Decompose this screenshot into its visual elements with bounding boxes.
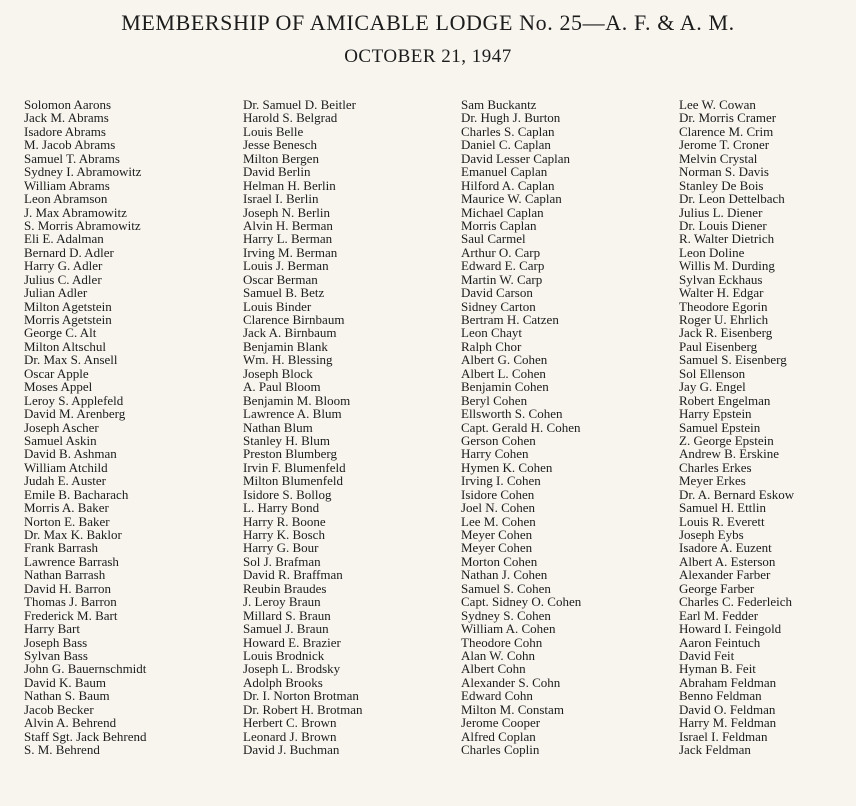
member-name: Oscar Apple (24, 365, 89, 381)
member-name: Maurice W. Caplan (461, 191, 562, 207)
member-name: Charles Coplin (461, 742, 540, 757)
member-name: Abraham Feldman (679, 674, 777, 690)
member-name: Oscar Berman (243, 271, 318, 287)
member-name: Samuel J. Braun (243, 621, 329, 637)
member-name: Frank Barrash (24, 540, 99, 556)
member-name: Charles S. Caplan (461, 123, 555, 139)
member-name: Clarence M. Crim (679, 123, 774, 139)
member-name: Howard I. Feingold (679, 621, 782, 637)
member-name: Milton Agetstein (24, 298, 112, 314)
member-name: Bertram H. Catzen (461, 312, 559, 327)
member-column-1 (24, 98, 147, 756)
member-name: Jay G. Engel (679, 379, 746, 395)
member-name: Isadore A. Euzent (679, 540, 772, 556)
member-column-2 (243, 98, 363, 756)
member-name: Ralph Chor (461, 338, 522, 354)
member-name: William Atchild (24, 459, 108, 475)
member-name: S. Morris Abramowitz (24, 217, 141, 233)
member-name: Harry Bart (24, 621, 80, 637)
page-date: OCTOBER 21, 1947 (344, 46, 512, 67)
member-name: Moses Appel (24, 379, 93, 395)
member-name: Albert G. Cohen (461, 352, 548, 368)
member-name: Joseph Ascher (24, 419, 99, 435)
member-name: Sylvan Bass (24, 647, 88, 663)
member-name: Alfred Coplan (461, 728, 536, 744)
member-name: Morton Cohen (461, 553, 538, 569)
member-name: Capt. Gerald H. Cohen (461, 419, 581, 435)
member-name: Judah E. Auster (24, 473, 106, 489)
member-name: Edward E. Carp (461, 258, 545, 274)
member-name: Louis Binder (243, 298, 312, 314)
member-name: Z. George Epstein (679, 432, 774, 448)
member-name: Lee W. Cowan (679, 97, 756, 112)
member-name: Harry G. Bour (243, 540, 319, 556)
member-name: Harold S. Belgrad (243, 110, 338, 126)
member-name: David B. Ashman (24, 446, 117, 462)
member-name: M. Jacob Abrams (24, 137, 116, 153)
member-name: Sidney Carton (461, 298, 536, 314)
member-name: Leroy S. Applefeld (24, 392, 124, 408)
member-name: Leon Doline (679, 244, 745, 260)
member-name: Dr. Leon Dettelbach (679, 191, 785, 207)
member-name: Sylvan Eckhaus (679, 271, 763, 287)
member-name: Samuel S. Cohen (461, 580, 551, 596)
member-name: David H. Barron (24, 580, 112, 596)
member-name: David R. Braffman (243, 567, 343, 583)
member-name: Samuel Epstein (679, 419, 761, 435)
member-name: Earl M. Fedder (679, 607, 759, 623)
member-name: Hilford A. Caplan (461, 177, 555, 193)
member-name: Israel I. Feldman (679, 728, 768, 744)
member-name: Morris Agetstein (24, 312, 112, 327)
member-name: Frederick M. Bart (24, 607, 118, 623)
member-name: Stanley H. Blum (243, 432, 331, 448)
member-name: Dr. Samuel D. Beitler (243, 97, 357, 112)
member-name: George C. Alt (24, 325, 97, 341)
member-column-3 (461, 98, 581, 756)
member-name: A. Paul Bloom (243, 379, 321, 395)
member-name: Nathan J. Cohen (461, 567, 548, 583)
member-name: Charles C. Federleich (679, 594, 792, 610)
member-name: Leon Chayt (461, 325, 523, 341)
member-name: Dr. Morris Cramer (679, 110, 777, 126)
member-name: Albert Cohn (461, 661, 526, 677)
member-name: Capt. Sidney O. Cohen (461, 594, 582, 610)
member-name: Jesse Benesch (243, 137, 318, 153)
member-name: Helman H. Berlin (243, 177, 336, 193)
member-name: Samuel Askin (24, 432, 97, 448)
member-name: Alan W. Cohn (461, 647, 536, 663)
member-name: Louis J. Berman (243, 258, 329, 274)
member-name: David K. Baum (24, 674, 106, 690)
member-name: Louis Belle (243, 123, 304, 139)
member-name: Jerome Cooper (461, 715, 541, 731)
member-name: Joseph L. Brodsky (243, 661, 341, 677)
member-name: Sol Ellenson (679, 365, 746, 381)
member-name: Lawrence A. Blum (243, 406, 342, 422)
member-name: Milton M. Constam (461, 701, 564, 717)
member-name: Andrew B. Erskine (679, 446, 780, 462)
member-name: Dr. Robert H. Brotman (243, 701, 363, 717)
member-name: David M. Arenberg (24, 406, 126, 422)
member-name: Alexander S. Cohn (461, 674, 561, 690)
member-name: Sol J. Brafman (243, 553, 321, 569)
member-name: Benno Feldman (679, 688, 762, 704)
member-name: Joel N. Cohen (461, 500, 536, 516)
member-name: Harry Cohen (461, 446, 529, 462)
member-name: Michael Caplan (461, 204, 544, 220)
member-name: Edward Cohn (461, 688, 533, 704)
member-name: Theodore Egorin (679, 298, 768, 314)
member-name: Joseph N. Berlin (243, 204, 331, 220)
member-name: Aaron Feintuch (679, 634, 761, 650)
member-name: Adolph Brooks (243, 674, 323, 690)
member-name: Melvin Crystal (679, 150, 758, 166)
member-name: Robert Engelman (679, 392, 771, 408)
member-name: David O. Feldman (679, 701, 776, 717)
member-name: Leonard J. Brown (243, 728, 337, 744)
member-name: Benjamin Cohen (461, 379, 549, 395)
member-name: Morris A. Baker (24, 500, 109, 516)
member-name: Joseph Bass (24, 634, 88, 650)
member-name: Harry G. Adler (24, 258, 103, 274)
member-name: Jacob Becker (24, 701, 94, 717)
member-name: Milton Altschul (24, 338, 106, 354)
member-name: Jack A. Birnbaum (243, 325, 337, 341)
member-name: Israel I. Berlin (243, 191, 319, 207)
member-name: Dr. Louis Diener (679, 217, 767, 233)
member-name: Hymen K. Cohen (461, 459, 553, 475)
member-name: Dr. Max S. Ansell (24, 352, 118, 368)
member-name: Harry K. Bosch (243, 527, 325, 542)
member-name: Meyer Erkes (679, 473, 746, 489)
member-name: Albert A. Esterson (679, 553, 776, 569)
member-name: Norman S. Davis (679, 164, 769, 180)
member-name: Beryl Cohen (461, 392, 528, 408)
member-name: Lawrence Barrash (24, 553, 119, 569)
member-name: Louis R. Everett (679, 513, 765, 529)
member-name: Arthur O. Carp (461, 244, 541, 260)
member-name: Isidore Cohen (461, 486, 535, 502)
member-name: Stanley De Bois (679, 177, 764, 193)
member-name: Nathan S. Baum (24, 688, 110, 704)
member-name: Benjamin Blank (243, 338, 328, 354)
member-name: Milton Bergen (243, 150, 319, 166)
member-name: Isidore S. Bollog (243, 486, 332, 502)
member-name: Harry M. Feldman (679, 715, 777, 731)
member-name: Norton E. Baker (24, 513, 110, 529)
member-name: Nathan Barrash (24, 567, 106, 583)
member-name: Thomas J. Barron (24, 594, 117, 610)
member-name: Wm. H. Blessing (243, 352, 333, 368)
member-name: Eli E. Adalman (24, 231, 104, 247)
member-name: David Carson (461, 285, 533, 301)
member-name: David Berlin (243, 164, 311, 180)
member-name: Jack R. Eisenberg (679, 325, 773, 341)
member-name: Staff Sgt. Jack Behrend (24, 728, 147, 744)
member-name: Dr. Max K. Baklor (24, 527, 122, 542)
member-name: John G. Bauernschmidt (24, 661, 147, 677)
member-name: J. Max Abramowitz (24, 204, 127, 220)
member-name: Joseph Eybs (679, 527, 744, 542)
member-name: Howard E. Brazier (243, 634, 341, 650)
member-name: Sydney I. Abramowitz (24, 164, 142, 180)
member-name: Julius L. Diener (679, 204, 763, 220)
member-name: Charles Erkes (679, 459, 752, 475)
member-name: Hyman B. Feit (679, 661, 756, 677)
member-name: William Abrams (24, 177, 110, 193)
member-name: Joseph Block (243, 365, 313, 381)
member-name: Morris Caplan (461, 217, 537, 233)
member-name: R. Walter Dietrich (679, 231, 775, 247)
page-title: MEMBERSHIP OF AMICABLE LODGE No. 25—A. F. & A. M. (121, 10, 735, 35)
member-name: Irvin F. Blumenfeld (243, 459, 346, 475)
member-name: Irving M. Berman (243, 244, 338, 260)
member-name: Sam Buckantz (461, 97, 537, 112)
member-name: Louis Brodnick (243, 647, 325, 663)
member-name: Samuel S. Eisenberg (679, 352, 787, 368)
member-name: Julius C. Adler (24, 271, 102, 287)
member-name: David Lesser Caplan (461, 150, 571, 166)
member-name: Daniel C. Caplan (461, 137, 551, 153)
member-name: Paul Eisenberg (679, 338, 758, 354)
member-name: Meyer Cohen (461, 527, 533, 542)
member-name: Clarence Birnbaum (243, 312, 345, 327)
member-name: Millard S. Braun (243, 607, 331, 623)
member-name: Benjamin M. Bloom (243, 392, 351, 408)
member-name: George Farber (679, 580, 755, 596)
member-name: Harry R. Boone (243, 513, 326, 529)
member-name: Walter H. Edgar (679, 285, 764, 301)
member-name: Jack M. Abrams (24, 110, 109, 126)
member-name: Lee M. Cohen (461, 513, 536, 529)
member-name: Alvin A. Behrend (24, 715, 117, 731)
member-name: L. Harry Bond (243, 500, 320, 516)
member-name: Harry L. Berman (243, 231, 333, 247)
member-name: Samuel H. Ettlin (679, 500, 767, 516)
member-name: David Feit (679, 647, 735, 663)
member-name: Julian Adler (24, 285, 88, 301)
member-name: Nathan Blum (243, 419, 313, 435)
member-name: Irving I. Cohen (461, 473, 541, 489)
member-name: Samuel B. Betz (243, 285, 325, 301)
member-name: Gerson Cohen (461, 432, 536, 448)
member-name: Roger U. Ehrlich (679, 312, 769, 327)
member-name: Isadore Abrams (24, 123, 106, 139)
member-name: Saul Carmel (461, 231, 526, 247)
member-name: Martin W. Carp (461, 271, 543, 287)
member-name: Ellsworth S. Cohen (461, 406, 563, 422)
member-name: Meyer Cohen (461, 540, 533, 556)
member-name: Jack Feldman (679, 742, 751, 757)
member-name: Dr. A. Bernard Eskow (679, 486, 795, 502)
member-name: Willis M. Durding (679, 258, 775, 274)
member-name: William A. Cohen (461, 621, 556, 637)
member-name: Samuel T. Abrams (24, 150, 120, 166)
member-name: Sydney S. Cohen (461, 607, 551, 623)
member-name: Milton Blumenfeld (243, 473, 344, 489)
member-name: Dr. Hugh J. Burton (461, 110, 561, 126)
member-name: Theodore Cohn (461, 634, 543, 650)
member-name: Alexander Farber (679, 567, 771, 583)
member-name: S. M. Behrend (24, 742, 100, 757)
member-name: J. Leroy Braun (243, 594, 321, 610)
member-name: Herbert C. Brown (243, 715, 337, 731)
member-name: Preston Blumberg (243, 446, 338, 462)
member-name: Emanuel Caplan (461, 164, 548, 180)
member-name: David J. Buchman (243, 742, 340, 757)
member-name: Solomon Aarons (24, 97, 112, 112)
member-name: Emile B. Bacharach (24, 486, 129, 502)
member-name: Leon Abramson (24, 191, 108, 207)
member-column-4 (679, 98, 794, 756)
member-name: Alvin H. Berman (243, 217, 333, 233)
member-name: Harry Epstein (679, 406, 752, 422)
member-name: Dr. I. Norton Brotman (243, 688, 359, 704)
member-name: Jerome T. Croner (679, 137, 770, 153)
member-name: Albert L. Cohen (461, 365, 546, 381)
member-name: Reubin Braudes (243, 580, 327, 596)
member-name: Bernard D. Adler (24, 244, 114, 260)
